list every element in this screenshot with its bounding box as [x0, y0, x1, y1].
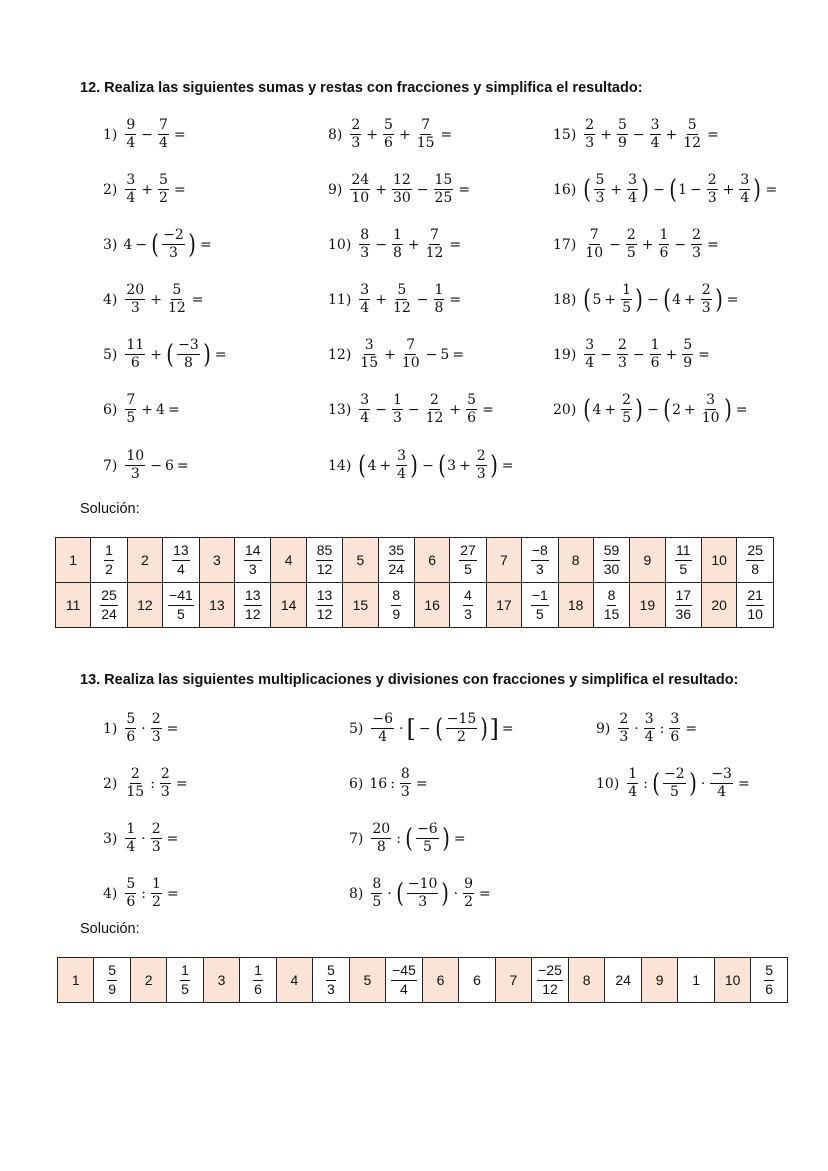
- fraction: 5 6: [126, 876, 136, 911]
- fraction: 2 3: [619, 711, 629, 746]
- solution-value: [450, 583, 486, 628]
- fraction: $\frac{1}{8}$: [434, 282, 444, 317]
- exercise-item: 6) 7 5 + 4 =: [103, 392, 180, 427]
- exercise-13-title: 13. Realiza las siguientes multiplicaciones y divisiones con fracciones y simplifica el resultado:: [80, 672, 739, 688]
- solution-key: 8: [568, 958, 604, 1003]
- fraction: $\frac{2}{3}$: [151, 821, 161, 856]
- solution-key: 14: [271, 583, 306, 628]
- fraction: 20 8: [372, 821, 391, 856]
- fraction: 5 3: [595, 172, 605, 207]
- exercise-item: 1) 5 6 · $\frac{2}{3}$ =: [103, 711, 179, 746]
- solution-value: [163, 538, 200, 583]
- exercise-item: 3) 1 4 · $\frac{2}{3}$ =: [103, 821, 179, 856]
- fraction: −3 8: [178, 337, 199, 372]
- fraction: −10 3: [407, 876, 438, 911]
- solution-value: [751, 958, 788, 1003]
- fraction: 3 4: [360, 392, 370, 427]
- solution-value: [665, 583, 701, 628]
- exercise-item: 4) 20 3 + $\frac{5}{12}$ =: [103, 282, 204, 317]
- solution-value: [386, 958, 423, 1003]
- exercise-item: 10) 1 4 : ( −2 5 ) · $\frac{-3}{4}$ =: [596, 766, 750, 801]
- fraction: 5 6: [126, 711, 136, 746]
- solution-key: 2: [130, 958, 166, 1003]
- fraction: $\frac{5}{6}$: [384, 117, 393, 152]
- exercise-item: 9) 24 10 + $\frac{12}{30}$ − $\frac{15}{25}$ =: [328, 172, 471, 207]
- fraction: $\frac{1}{2}$: [152, 876, 161, 911]
- exercise-12-solution-label: Solución:: [80, 501, 140, 517]
- fraction: 9 4: [126, 117, 136, 152]
- fraction: $\frac{7}{12}$: [425, 227, 444, 262]
- fraction: $\frac{5}{9}$: [683, 337, 693, 372]
- fraction: $\frac{17}{36}$: [675, 587, 692, 622]
- fraction: 8 5: [372, 876, 382, 911]
- exercise-item: 20) ( 4 + $\frac{2}{5}$ ) − ( 2 + $\frac{3}{10}$ ) =: [553, 392, 748, 427]
- fraction: $\frac{4}{3}$: [464, 587, 472, 622]
- solution-key: 2: [127, 538, 162, 583]
- solution-key: 8: [558, 538, 593, 583]
- solution-value: [737, 583, 774, 628]
- fraction: $\frac{-45}{4}$: [392, 962, 416, 997]
- exercise-item: 11) 3 4 + $\frac{5}{12}$ − $\frac{1}{8}$ =: [328, 282, 462, 317]
- fraction: $\frac{2}{12}$: [425, 392, 444, 427]
- fraction: $\frac{5}{6}$: [467, 392, 477, 427]
- fraction: $\frac{3}{4}$: [628, 172, 638, 207]
- fraction: $\frac{5}{2}$: [159, 172, 168, 207]
- solution-value: 6: [459, 958, 495, 1003]
- solution-value: [91, 583, 127, 628]
- solution-value: [522, 538, 558, 583]
- exercise-item: 7) 20 8 : ( −6 5 ) =: [349, 821, 466, 856]
- exercise-item: 2) 2 15 : $\frac{2}{3}$ =: [103, 766, 188, 801]
- fraction: $\frac{5}{6}$: [765, 962, 774, 997]
- solution-value: [306, 583, 342, 628]
- fraction: $\frac{21}{10}$: [747, 587, 763, 622]
- fraction: 7 10: [585, 227, 604, 262]
- solution-key: 11: [56, 583, 91, 628]
- solution-key: 4: [276, 958, 312, 1003]
- solution-value: [450, 538, 486, 583]
- exercise-item: 18) ( 5 + $\frac{1}{5}$ ) − ( 4 + $\frac{2}{3}$ ) =: [553, 282, 739, 317]
- fraction: −15 2: [446, 711, 477, 746]
- fraction: $\frac{5}{12}$: [683, 117, 702, 152]
- fraction: $\frac{13}{12}$: [316, 587, 333, 622]
- fraction: $\frac{13}{4}$: [173, 542, 189, 577]
- exercise-12-solution-table: [55, 537, 774, 628]
- fraction: $\frac{-41}{5}$: [169, 587, 193, 622]
- solution-value: [378, 538, 414, 583]
- fraction: $\frac{5}{9}$: [108, 962, 117, 997]
- fraction: $\frac{13}{12}$: [245, 587, 261, 622]
- fraction: $\frac{2}{3}$: [160, 766, 170, 801]
- fraction: 20 3: [126, 282, 145, 317]
- exercise-item: 5) 11 6 + ( −3 8 ) =: [103, 337, 227, 372]
- fraction: $\frac{2}{3}$: [476, 448, 486, 483]
- exercise-13-solution-table: [57, 957, 788, 1003]
- fraction: $\frac{7}{15}$: [416, 117, 435, 152]
- solution-key: 3: [203, 958, 239, 1003]
- fraction: 3 4: [644, 711, 654, 746]
- fraction: $\frac{8}{15}$: [603, 587, 620, 622]
- solution-key: 9: [641, 958, 677, 1003]
- exercise-item: 10) 8 3 − $\frac{1}{8}$ + $\frac{7}{12}$ =: [328, 227, 462, 262]
- fraction: $\frac{1}{2}$: [105, 542, 113, 577]
- exercise-item: 3) 4 − ( −2 3 ) =: [103, 227, 212, 262]
- fraction: $\frac{-1}{5}$: [531, 587, 548, 622]
- fraction: $\frac{25}{8}$: [747, 542, 763, 577]
- fraction: 3 15: [360, 337, 379, 372]
- solution-key: 9: [630, 538, 665, 583]
- exercise-item: 4) 5 6 : $\frac{1}{2}$ =: [103, 876, 179, 911]
- solution-key: 18: [558, 583, 593, 628]
- fraction: $\frac{7}{10}$: [401, 337, 420, 372]
- solution-value: [522, 583, 558, 628]
- solution-key: 12: [127, 583, 162, 628]
- fraction: 3 4: [126, 172, 136, 207]
- fraction: $\frac{3}{4}$: [397, 448, 407, 483]
- fraction: $\frac{27}{5}$: [460, 542, 476, 577]
- fraction: 7 5: [126, 392, 136, 427]
- solution-value: 1: [678, 958, 714, 1003]
- fraction: $\frac{3}{6}$: [670, 711, 680, 746]
- solution-key: 10: [702, 538, 737, 583]
- solution-value: [94, 958, 130, 1003]
- solution-key: 20: [702, 583, 737, 628]
- solution-value: [163, 583, 200, 628]
- fraction: −6 5: [417, 821, 438, 856]
- fraction: $\frac{1}{5}$: [622, 282, 632, 317]
- fraction: $\frac{1}{8}$: [392, 227, 402, 262]
- exercise-item: 9) 2 3 · 3 4 : $\frac{3}{6}$ =: [596, 711, 698, 746]
- fraction: $\frac{8}{9}$: [392, 587, 401, 622]
- fraction: 10 3: [126, 448, 145, 483]
- fraction: 3 4: [585, 337, 595, 372]
- fraction: $\frac{85}{12}$: [316, 542, 333, 577]
- solution-value: [235, 538, 271, 583]
- fraction: $\frac{5}{12}$: [392, 282, 411, 317]
- exercise-item: 8) 2 3 + $\frac{5}{6}$ + $\frac{7}{15}$ =: [328, 117, 453, 152]
- fraction: $\frac{12}{30}$: [392, 172, 411, 207]
- fraction: $\frac{2}{5}$: [622, 392, 632, 427]
- exercise-item: 19) 3 4 − $\frac{2}{3}$ − $\frac{1}{6}$ + $\frac{5}{9}$ =: [553, 337, 710, 372]
- fraction: $\frac{35}{24}$: [388, 542, 405, 577]
- fraction: $\frac{5}{12}$: [167, 282, 186, 317]
- fraction: 3 4: [360, 282, 370, 317]
- fraction: $\frac{1}{6}$: [650, 337, 660, 372]
- fraction: −6 4: [372, 711, 394, 746]
- fraction: $\frac{59}{30}$: [603, 542, 620, 577]
- fraction: $\frac{5}{9}$: [617, 117, 627, 152]
- exercise-item: 1) 9 4 − $\frac{7}{4}$ =: [103, 117, 186, 152]
- fraction: $\frac{2}{3}$: [707, 172, 717, 207]
- fraction: $\frac{9}{2}$: [464, 876, 473, 911]
- solution-key: 5: [343, 538, 378, 583]
- solution-key: 7: [495, 958, 531, 1003]
- exercise-12-title: 12. Realiza las siguientes sumas y restas con fracciones y simplifica el resultado:: [80, 80, 643, 96]
- fraction: $\frac{1}{6}$: [659, 227, 669, 262]
- solution-key: 19: [630, 583, 665, 628]
- fraction: 1 4: [628, 766, 638, 801]
- solution-key: 15: [343, 583, 378, 628]
- solution-value: [593, 538, 629, 583]
- fraction: $\frac{2}{3}$: [692, 227, 702, 262]
- fraction: $\frac{2}{5}$: [626, 227, 636, 262]
- fraction: 2 3: [351, 117, 361, 152]
- fraction: 11 6: [126, 337, 145, 372]
- fraction: $\frac{1}{5}$: [181, 962, 189, 997]
- solution-value: [593, 583, 629, 628]
- solution-value: [378, 583, 414, 628]
- exercise-item: 5) −6 4 · [ − ( −15 2 ) ] =: [349, 711, 514, 746]
- solution-key: 3: [199, 538, 234, 583]
- fraction: $\frac{-25}{12}$: [538, 962, 562, 997]
- exercise-item: 2) 3 4 + $\frac{5}{2}$ =: [103, 172, 186, 207]
- exercise-item: 8) 8 5 · ( −10 3 ) · $\frac{9}{2}$ =: [349, 876, 491, 911]
- exercise-item: 13) 3 4 − $\frac{1}{3}$ − $\frac{2}{12}$ + $\frac{5}{6}$ =: [328, 392, 494, 427]
- fraction: $\frac{14}{3}$: [245, 542, 261, 577]
- solution-key: 4: [271, 538, 306, 583]
- exercise-item: 12) 3 15 + $\frac{7}{10}$ − 5 =: [328, 337, 465, 372]
- fraction: 2 3: [585, 117, 595, 152]
- fraction: 1 4: [126, 821, 136, 856]
- solution-value: [665, 538, 701, 583]
- exercise-item: 6) 16 : $\frac{8}{3}$ =: [349, 766, 428, 801]
- fraction: $\frac{-8}{3}$: [531, 542, 548, 577]
- solution-key: 5: [349, 958, 385, 1003]
- fraction: $\frac{2}{3}$: [617, 337, 627, 372]
- fraction: $\frac{3}{10}$: [701, 392, 720, 427]
- fraction: $\frac{7}{4}$: [159, 117, 168, 152]
- fraction: −2 5: [664, 766, 685, 801]
- fraction: $\frac{-3}{4}$: [711, 766, 732, 801]
- fraction: 24 10: [351, 172, 370, 207]
- fraction: $\frac{15}{25}$: [434, 172, 453, 207]
- solution-value: [306, 538, 342, 583]
- solution-value: [240, 958, 276, 1003]
- exercise-13-solution-label: Solución:: [80, 921, 140, 937]
- solution-key: 17: [486, 583, 521, 628]
- fraction: $\frac{2}{3}$: [701, 282, 711, 317]
- exercise-item: 7) 10 3 − 6 =: [103, 448, 189, 483]
- solution-key: 13: [199, 583, 234, 628]
- solution-key: 6: [414, 538, 449, 583]
- fraction: $\frac{25}{24}$: [101, 587, 117, 622]
- fraction: $\frac{3}{4}$: [650, 117, 660, 152]
- fraction: $\frac{2}{3}$: [151, 711, 161, 746]
- fraction: $\frac{1}{6}$: [254, 962, 262, 997]
- exercise-item: 15) 2 3 + $\frac{5}{9}$ − $\frac{3}{4}$ + $\frac{5}{12}$ =: [553, 117, 719, 152]
- fraction: 8 3: [360, 227, 370, 262]
- fraction: $\frac{1}{3}$: [392, 392, 402, 427]
- fraction: $\frac{5}{3}$: [326, 962, 335, 997]
- solution-value: [737, 538, 774, 583]
- solution-key: 16: [414, 583, 449, 628]
- fraction: 2 15: [126, 766, 145, 801]
- fraction: −2 3: [163, 227, 184, 262]
- solution-value: 24: [605, 958, 642, 1003]
- solution-value: [167, 958, 203, 1003]
- solution-key: 6: [422, 958, 458, 1003]
- solution-value: [235, 583, 271, 628]
- exercise-item: 17) 7 10 − $\frac{2}{5}$ + $\frac{1}{6}$ − $\frac{2}{3}$ =: [553, 227, 719, 262]
- solution-key: 10: [714, 958, 751, 1003]
- fraction: $\frac{11}{5}$: [676, 542, 691, 577]
- fraction: $\frac{3}{4}$: [740, 172, 750, 207]
- exercise-item: 16) ( 5 3 + $\frac{3}{4}$ ) − ( 1 − $\frac{2}{3}$ + $\frac{3}{4}$ ) =: [553, 172, 778, 207]
- fraction: $\frac{8}{3}$: [400, 766, 410, 801]
- solution-value: [313, 958, 349, 1003]
- solution-value: [91, 538, 127, 583]
- exercise-item: 14) ( 4 + $\frac{3}{4}$ ) − ( 3 + $\frac{2}{3}$ ) =: [328, 448, 514, 483]
- solution-key: 7: [486, 538, 521, 583]
- solution-value: [532, 958, 569, 1003]
- solution-key: 1: [56, 538, 91, 583]
- solution-key: 1: [58, 958, 94, 1003]
